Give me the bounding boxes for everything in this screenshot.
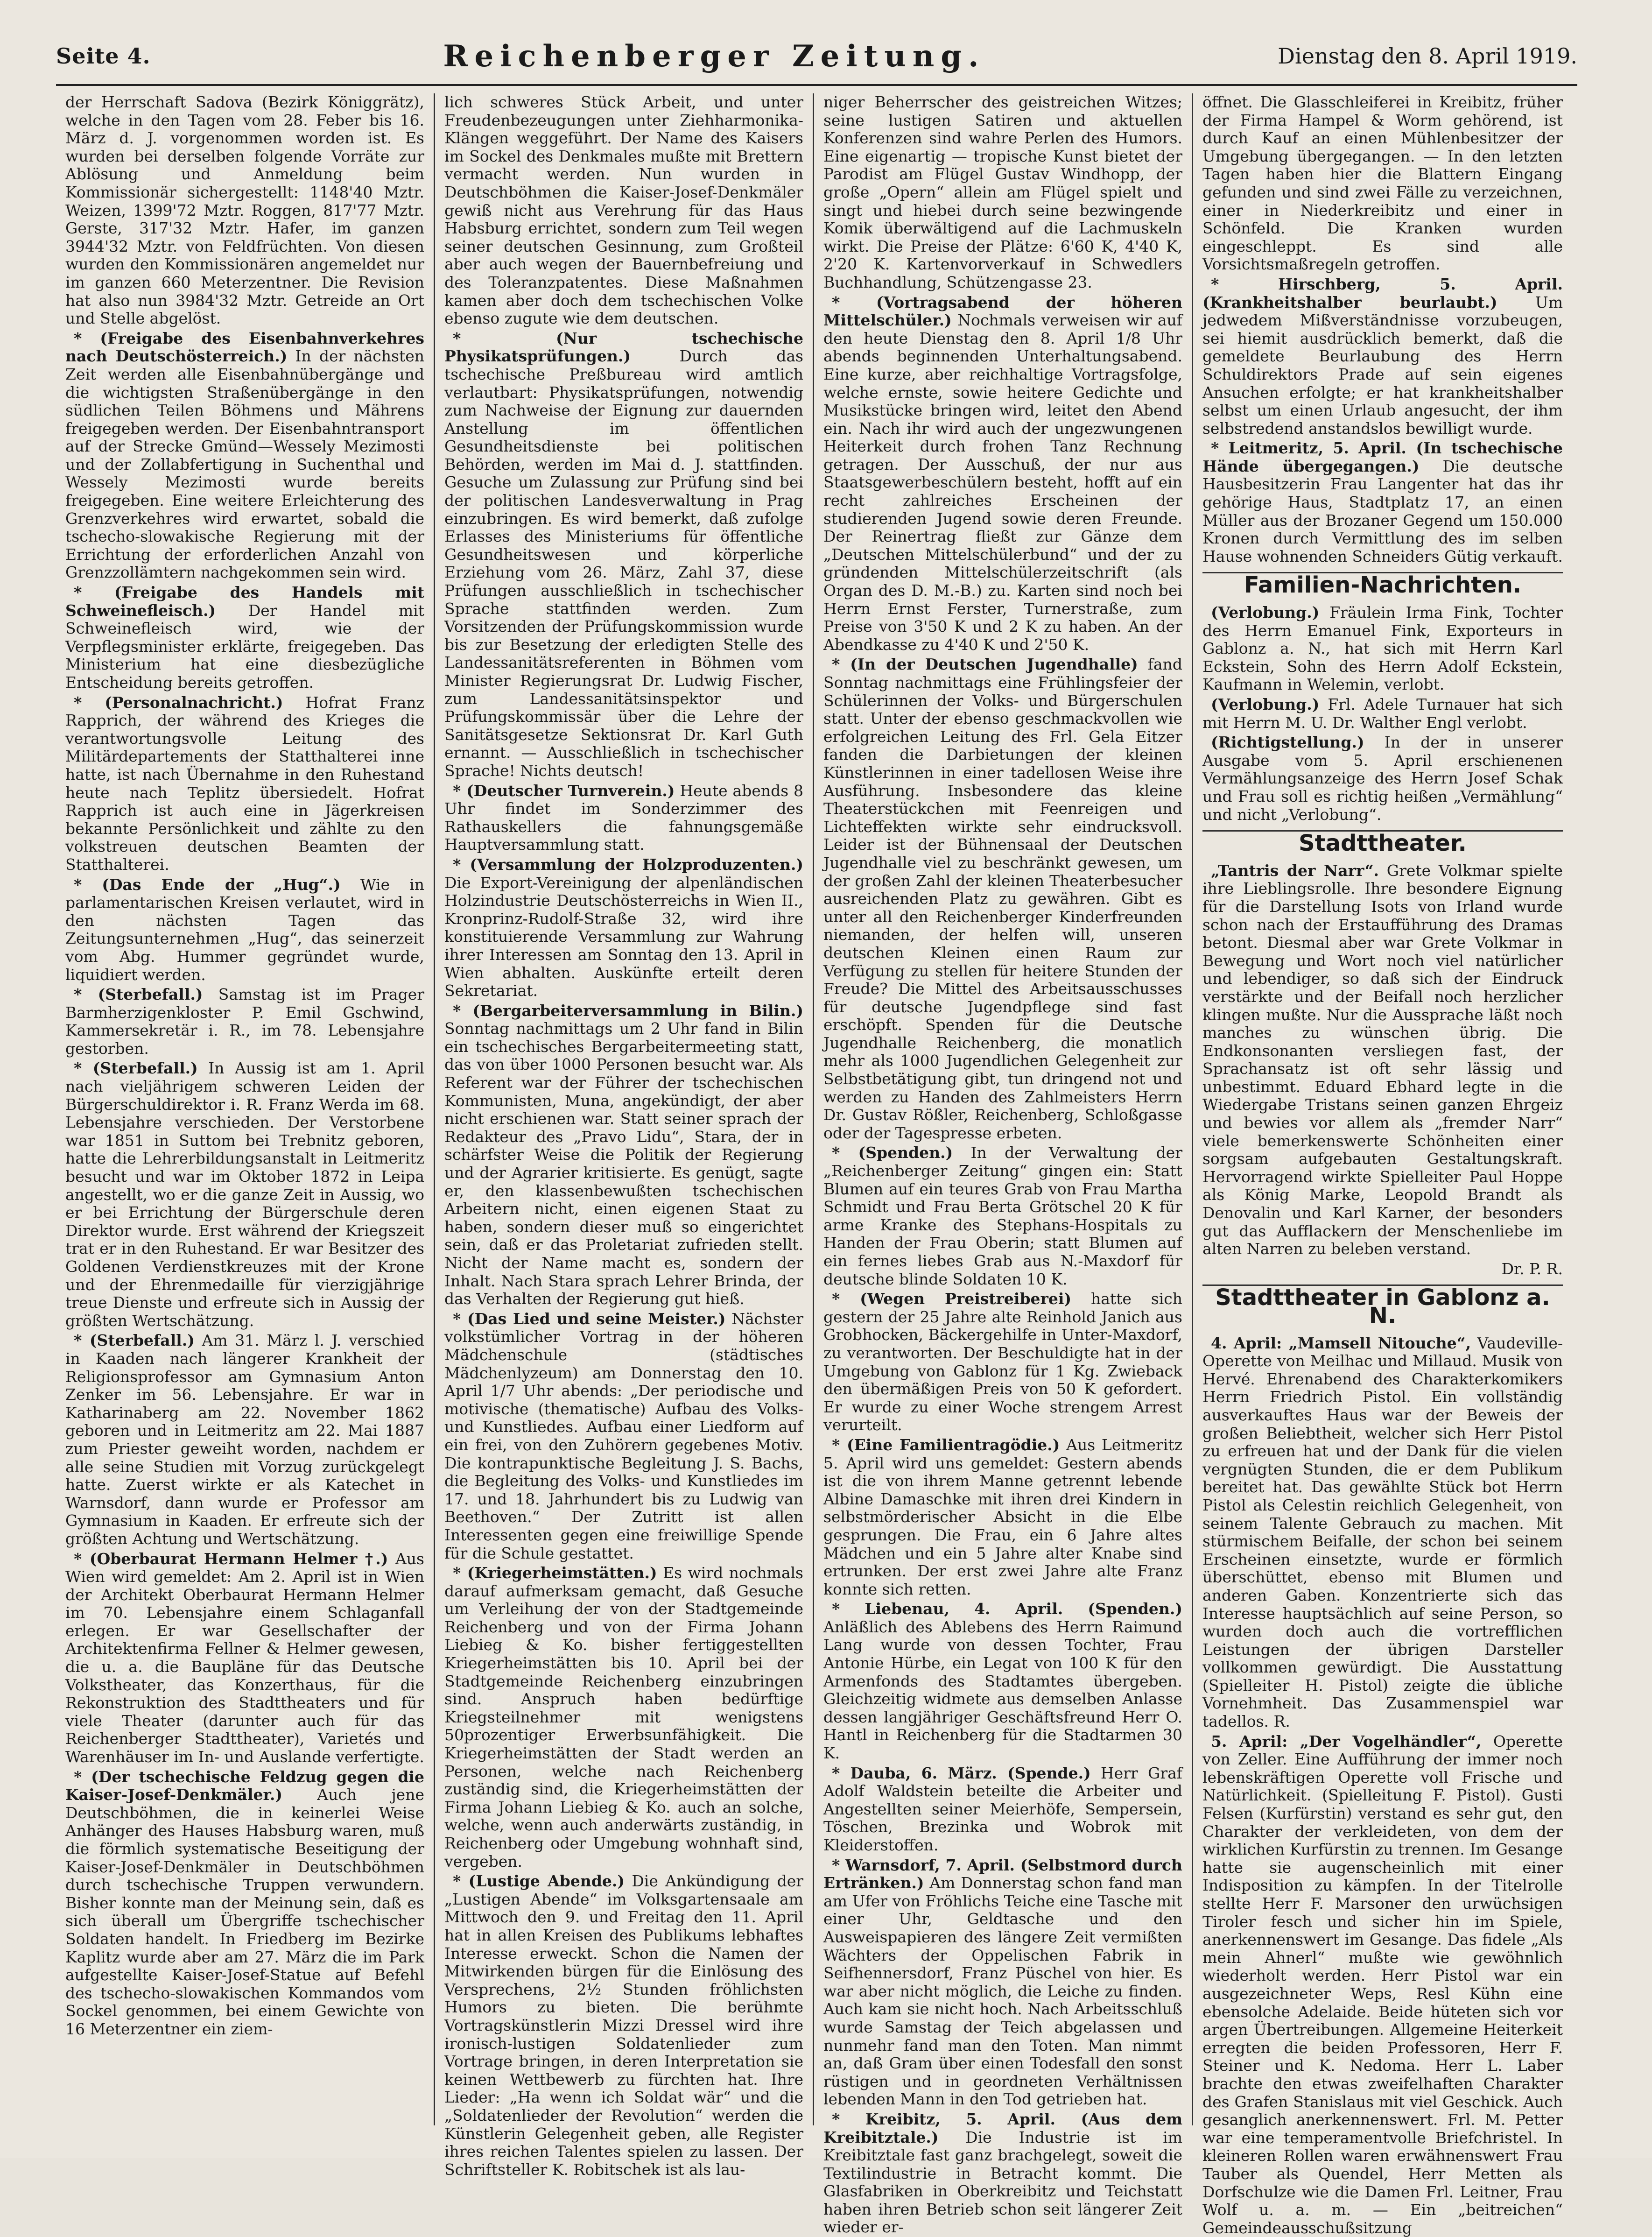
news-item xyxy=(1202,1733,1563,2237)
news-item xyxy=(823,2110,1182,2237)
news-item-heading: * (Nur tschechische Physikatsprüfungen.) xyxy=(444,329,803,366)
news-item-body: der Herrschaft Sadova (Bezirk Königgrätz), welche in den Tagen vom 28. Feber bis 16. März d. J. vorgenommen worden ist. Es wurden bei derselben folgende Vorräte zur Ablösung und Anmeldung beim Kommissionär sichergestellt: 1148'40 Mztr. Weizen, 1399'72 Mztr. Roggen, 817'77 Mztr. Gerste, 317'32 Mztr. Hafer, im ganzen 3944'32 Mztr. von Feldfrüchten. Von diesen wurden den Kommissionären angemeldet nur im ganzen 660 Meterzentner. Die Revision hat also nun 3984'32 Mztr. Getreide an Ort und Stelle abgelöst. xyxy=(65,93,424,328)
news-item-body: Heute abends 8 Uhr findet im Sonderzimmer des Rathauskellers die fahnungsgemäße Hauptversammlung statt. xyxy=(444,781,804,854)
news-item-body: Die deutsche Hausbesitzerin Frau Langenter hat das ihr gehörige Haus, Stadtplatz 17, an einen Müller aus der Brozaner Gegend um 150.000 Kronen durch Vermittlung des im selben Hause wohnenden Schneiders Gütig verkauft. xyxy=(1202,457,1563,565)
news-item-body: Es wird nochmals darauf aufmerksam gemacht, daß Gesuche um Verleihung der von der Stadtgemeinde Reichenberg und von der Firma Johann Liebieg & Ko. bisher fertiggestellten Kriegerheimstätten bis 10. April bei der Stadtgemeinde Reichenberg einzubringen sind. Anspruch haben bedürftige Kriegsteilnehmer mit wenigstens 50prozentiger Erwerbsunfähigkeit. Die Kriegerheimstätten der Stadt werden an Personen, welche nach Reichenberg zuständig sind, die Kriegerheimstätten der Firma Johann Liebieg & Ko. auch an solche, welche, wenn auch anderwärts zuständig, in Reichenberg oder Umgebung wohnhaft sind, vergeben. xyxy=(444,1564,803,1870)
news-item-heading: * Warnsdorf, 7. April. (Selbstmord durch Ertränken.) xyxy=(823,1856,1182,1892)
news-item-heading: 5. April: „Der Vogelhändler“, xyxy=(1211,1732,1482,1750)
news-item xyxy=(444,1564,803,1870)
column-2 xyxy=(435,93,814,2179)
news-item-body: Um jedwedem Mißverständnisse vorzubeugen, sei hiemit ausdrücklich bemerkt, daß die gemeldete Beurlaubung des Herrn Schuldirektors Prade auf sein eigenes Ansuchen erfolgte; er hat krankheitshalber selbst um einen Urlaub angesucht, der ihm selbstredend anstandslos bewilligt wurde. xyxy=(1202,293,1563,438)
news-item xyxy=(1202,862,1563,1258)
news-item-body: fand Sonntag nachmittags eine Frühlingsfeier der Schülerinnen der Volks- und Bürgerschulen statt. Unter der ebenso geschmackvollen wie erfolgreichen Leitung des Frl. Gela Eitzer fanden die Darbietungen der kleinen Künstlerinnen in einer tadellosen Weise ihre Ausführung. Insbesondere das kleine Theaterstückchen mit Feenreigen und Lichteffekten wirkte sehr eindrucksvoll. Leider ist der Bühnensaal der Deutschen Jugendhalle viel zu beschränkt gewesen, um der großen Zahl der kleinen Theaterbesucher ausreichenden Platz zu gewähren. Gibt es unter all den Reichenberger Kinderfreunden niemanden, der helfen will, unseren deutschen Kleinen einen Raum zur Verfügung zu stellen für heitere Stunden der Freude? Die Mittel des Arbeitsausschusses für deutsche Jugendpflege sind fast erschöpft. Spenden für die Deutsche Jugendhalle Reichenberg, die monatlich mehr als 1000 Jugendlichen Gelegenheit zur Selbstbetätigung gibt, tun dringend not und werden zu Handen des Zahlmeisters Herrn Dr. Gustav Rößler, Reichenberg, Schloßgasse oder der Tagespresse erbeten. xyxy=(823,655,1182,1142)
news-item xyxy=(444,782,803,854)
news-item-body: Samstag ist im Prager Barmherzigenkloster P. Emil Gschwind, Kammersekretär i. R., im 78. Lebensjahre gestorben. xyxy=(65,985,424,1058)
section-heading: Stadttheater. xyxy=(1202,830,1563,855)
news-item xyxy=(444,93,803,328)
column-1 xyxy=(56,93,435,2125)
news-item-body: In der nächsten Zeit werden alle Eisenbahnübergänge und die wichtigsten Straßenübergänge in den südlichen Teilen Böhmens und Mährens freigegeben werden. Der Eisenbahntransport auf der Strecke Gmünd—Wessely Mezimosti und der Zollabfertigung in Suchenthal und Wessely Mezimosti wurde bereits freigegeben. Eine weitere Erleichterung des Grenzverkehres wird erwartet, sobald die tschecho-slowakische Regierung mit der Errichtung der erforderlichen Anzahl von Grenzzollämtern nachgekommen sein wird. xyxy=(65,347,424,582)
news-item xyxy=(823,294,1182,654)
news-item xyxy=(65,1059,424,1330)
news-item-body: hatte sich gestern der 25 Jahre alte Reinhold Janich aus Grobhocken, Bäckergehilfe in Unter-Maxdorf, zu verantworten. Der Beschuldigte hat in der Umgebung von Gablonz für 1 Kg. Zwieback den übermäßigen Preis von 50 K gefordert. Er wurde zu einer Woche strengem Arrest verurteilt. xyxy=(823,1290,1182,1434)
news-item-body: Wie in parlamentarischen Kreisen verlautet, wird in den nächsten Tagen das Zeitungsunternehmen „Hug“, das seinerzeit vom Abg. Hummer gegründet wurde, liquidiert werden. xyxy=(65,875,424,984)
column-3 xyxy=(814,93,1193,2237)
news-item-body: In der Verwaltung der „Reichenberger Zeitung“ gingen ein: Statt Blumen auf ein teures Grab von Frau Martha Schmidt und Frau Berta Grötschel 20 K für arme Kranke des Stephans-Hospitals zu Handen der Frau Oberin; statt Blumen auf ein fernes liebes Grab aus N.-Maxdorf für deutsche blinde Soldaten 10 K. xyxy=(823,1143,1182,1288)
news-item-body: Durch das tschechische Preßbureau wird amtlich verlautbart: Physikatsprüfungen, notwendig zum Nachweise der Eignung zur dauernden Anstellung im öffentlichen Gesundheitsdienste bei politischen Behörden, werden im Mai d. J. stattfinden. Gesuche um Zulassung zur Prüfung sind bei der politischen Landesverwaltung in Prag einzubringen. Es wird bemerkt, daß zufolge Erlasses des Ministeriums für öffentliche Gesundheitswesen und körperliche Erziehung vom 26. März, Zahl 37, diese Prüfungen ausschließlich in tschechischer Sprache stattfinden werden. Zum Vorsitzenden der Prüfungskommission wurde bis zur Besetzung der erledigten Stelle des Landessanitätsreferenten in Böhmen vom Minister Regierungsrat Dr. Ludwig Fischer, zum Landessanitätsinspektor und Prüfungskommissär über die Lehre der Sanitätsgesetze Sektionsrat Dr. Karl Guth ernannt. — Ausschließlich in tschechischer Sprache! Nichts deutsch! xyxy=(444,347,803,780)
news-item-heading: * Dauba, 6. März. (Spende.) xyxy=(832,1764,1091,1782)
news-item xyxy=(65,330,424,582)
news-item-body: öffnet. Die Glasschleiferei in Kreibitz, früher der Firma Hampel & Worm gehörend, ist durch Kauf an einen Mühlenbesitzer der Umgebung übergegangen. — In den letzten Tagen haben hier die Blattern Eingang gefunden und sind zwei Fälle zu verzeichnen, einer in Niederkreibitz und einer in Schönfeld. Die Kranken wurden eingeschleppt. Es sind alle Vorsichtsmaßregeln getroffen. xyxy=(1202,93,1563,274)
news-item xyxy=(1202,275,1563,438)
section-heading: Familien-Nachrichten. xyxy=(1202,572,1563,597)
news-item-heading: * Kreibitz, 5. April. (Aus dem Kreibitztale.) xyxy=(823,2110,1182,2146)
news-item-heading: * (Oberbaurat Hermann Helmer †.) xyxy=(74,1549,388,1568)
news-item xyxy=(823,656,1182,1142)
news-item-body: Grete Volkmar spielte ihre Lieblingsrolle. Ihre besondere Eignung für die Darstellung Isots von Irland wurde schon nach der Erstaufführung des Dramas betont. Diesmal aber war Grete Volkmar in Bewegung und Wort noch viel natürlicher und lebendiger, so daß sich der Eindruck verstärkte und der Beifall noch herzlicher klingen mußte. Nur die Aussprache läßt noch manches zu wünschen übrig. Die Endkonsonanten versliegen fast, der Sprachansatz ist oft sehr lässig und unbestimmt. Eduard Ebhard legte in die Wiedergabe Tristans seinen ganzen Ehrgeiz und bewies vor allem als „fremder Narr“ viele bemerkenswerte Schönheiten einer sorgsam aufgebauten Gestaltungskraft. Hervorragend wirkte Spielleiter Paul Hoppe als König Marke, Leopold Brandt als Denovalin und Karl Karner, der besonders gut das Aufflackern der Menschenliebe im alten Narren zu beleben verstand. xyxy=(1202,861,1563,1258)
news-item xyxy=(823,1144,1182,1288)
news-item-heading: * (Freigabe des Eisenbahnverkehres nach Deutschösterreich.) xyxy=(65,329,424,366)
news-item xyxy=(823,1600,1182,1762)
news-item-body: Am 31. März l. J. verschied in Kaaden nach längerer Krankheit der Religionsprofessor am Gymnasium Anton Zenker im 56. Lebensjahre. Er war in Katharinaberg am 22. November 1862 geboren und in Leitmeritz am 22. Mai 1887 zum Priester geweiht worden, nachdem er alle seine Studien mit Vorzug zurückgelegt hatte. Zuerst wirkte er als Katechet in Warnsdorf, dann wurde er Professor am Gymnasium in Kaaden. Er erfreute sich der größten Achtung und Wertschätzung. xyxy=(65,1331,424,1548)
news-item xyxy=(444,330,803,780)
news-item-body: Nächster volkstümlicher Vortrag in der höheren Mädchenschule (städtisches Mädchenlyzeum) am Donnerstag den 10. April 1/7 Uhr abends: „Der periodische und motivische (thematische) Aufbau des Volks- und Kunstliedes. Aufbau einer Liedform auf ein frei, von den Zuhörern gegebenes Motiv. Die kontrapunktische Begleitung J. S. Bachs, die Begleitung des Volks- und Kunstliedes im 17. und 18. Jahrhundert bis zu Ludwig van Beethoven.“ Der Zutritt ist allen Interessenten gegen eine freiwillige Spende für die Schule gestattet. xyxy=(444,1309,803,1562)
news-item-heading: * (Das Ende der „Hug“.) xyxy=(74,875,341,894)
news-item xyxy=(823,1856,1182,2109)
news-item-heading: * (Versammlung der Holzproduzenten.) xyxy=(453,855,803,874)
news-item-heading: * (Sterbefall.) xyxy=(74,985,203,1004)
news-item xyxy=(444,1310,803,1562)
news-item-heading: * (Das Lied und seine Meister.) xyxy=(453,1309,726,1328)
news-item-body: Aus Leitmeritz 5. April wird uns gemeldet: Gestern abends ist die von ihrem Manne getrennt lebende Albine Damaschke mit ihren drei Kindern in selbstmörderischer Absicht in die Elbe gesprungen. Die Frau, ein 6 Jahre altes Mädchen und ein 5 Jahre alter Knabe sind ertrunken. Der erst zwei Jahre alte Franz konnte sich retten. xyxy=(823,1435,1182,1598)
news-item-body: lich schweres Stück Arbeit, und unter Freudenbezeugungen unter Ziehharmonika-Klängen weggeführt. Der Name des Kaisers im Sockel des Denkmales mußte mit Brettern vermacht werden. Nun wurden in Deutschböhmen die Kaiser-Josef-Denkmäler gewiß nicht aus Verehrung für das Haus Habsburg errichtet, sondern zum Teil wegen seiner deutschen Gesinnung, zum Großteil aber auch wegen der Bauernbefreiung und des Toleranzpatentes. Diese Maßnahmen kamen aber doch dem tschechischen Volke ebenso zugute wie dem deutschen. xyxy=(444,93,803,328)
news-item-body: Herr Graf Adolf Waldstein beteilte die Arbeiter und Angestellten seiner Meierhöfe, Sempersein, Töschen, Brezinka und Wobrok mit Kleiderstoffen. xyxy=(823,1764,1182,1854)
news-item-body: Am Donnerstag schon fand man am Ufer von Fröhlichs Teiche eine Tasche mit einer Uhr, Geldtasche und den Ausweispapieren des längere Zeit vermißten Wächters der Oppelischen Fabrik in Seifhennersdorf, Franz Püschel von hier. Es war aber nicht möglich, die Leiche zu finden. Auch kam sie nicht hoch. Nach Arbeitsschluß wurde Samstag der Teich abgelassen und nunmehr fand man den Toten. Man nimmt an, daß Gram über einen Todesfall den sonst rüstigen und in geordneten Verhältnissen lebenden Mann in den Tod getrieben hat. xyxy=(823,1874,1182,2109)
page-number: Seite 4. xyxy=(56,43,151,69)
news-item-body: Sonntag nachmittags um 2 Uhr fand in Bilin ein tschechisches Bergarbeitermeeting statt, das von über 1000 Personen besucht war. Als Referent war der Führer der tschechischen Kommunisten, Muna, angekündigt, der aber nicht erschienen war. Statt seiner sprach der Redakteur des „Pravo Lidu“, Stara, der in schärfster Weise die Politik der Regierung und der Agrarier kritisierte. Es genügt, sagte er, den klassenbewußten tschechischen Arbeitern nicht, einen eigenen Staat zu haben, sondern dieser muß so eingerichtet sein, daß er das Proletariat zufrieden stellt. Nicht der Name macht es, sondern der Inhalt. Nach Stara sprach Lehrer Brinda, der das Verhalten der Regierung gut hieß. xyxy=(444,1019,803,1308)
news-item-body: Die Industrie ist im Kreibitztale fast ganz brachgelegt, soweit die Textilindustrie in Betracht kommt. Die Glasfabriken in Oberkreibitz und Teichstatt haben ihren Betrieb schon seit längerer Zeit wieder er- xyxy=(823,2128,1182,2237)
news-item-heading: * (Deutscher Turnverein.) xyxy=(453,781,675,800)
news-item xyxy=(65,986,424,1058)
news-item-heading: * (Freigabe des Handels mit Schweinefleisch.) xyxy=(65,583,424,620)
news-item xyxy=(444,1872,803,2179)
news-item xyxy=(823,1436,1182,1598)
news-item-heading: * (Personalnachricht.) xyxy=(74,693,283,712)
news-item-body: Der Handel mit Schweinefleisch wird, wie der Verpflegsminister erklärte, freigegeben. Das Ministerium hat eine diesbezügliche Entscheidung bereits getroffen. xyxy=(65,601,425,692)
news-item-heading: * Leitmeritz, 5. April. (In tschechische Hände übergegangen.) xyxy=(1202,439,1563,475)
column-4 xyxy=(1193,93,1572,2237)
newspaper-title: Reichenberger Zeitung. xyxy=(443,38,985,74)
news-item xyxy=(823,1290,1182,1434)
news-item-body: Die Ankündigung der „Lustigen Abende“ im Volksgartensaale am Mittwoch den 9. und Freitag den 11. April hat in allen Kreisen des Publikums lebhaftes Interesse erweckt. Schon die Namen der Mitwirkenden bürgen für die Einlösung des Versprechens, 2½ Stunden fröhlichsten Humors zu bieten. Die berühmte Vortragskünstlerin Mizzi Dressel wird ihre ironisch-lustigen Soldatenlieder zum Vortrage bringen, in deren Interpretation sie keinen Wettbewerb zu fürchten hat. Ihre Lieder: „Ha wenn ich Soldat wär“ und die „Soldatenlieder der Revolution“ werden die Künstlerin Gelegenheit geben, alle Register ihres reichen Talentes spielen zu lassen. Der Schriftsteller K. Robitschek ist als lau- xyxy=(444,1872,803,2179)
news-item-body: Die Export-Vereinigung der alpenländischen Holzindustrie Deutschösterreichs in Wien II., Kronprinz-Rudolf-Straße 32, wird ihre konstituierende Versammlung zur Wahrung ihrer Interessen am Sonntag den 13. April in Wien abhalten. Auskünfte erteilt deren Sekretariat. xyxy=(444,873,803,1000)
masthead xyxy=(56,28,1577,86)
news-item-heading: 4. April: „Mamsell Nitouche“, xyxy=(1211,1334,1471,1352)
news-item-body: Frl. Adele Turnauer hat sich mit Herrn M. U. Dr. Walther Engl verlobt. xyxy=(1202,695,1563,732)
news-item xyxy=(65,584,424,692)
news-item-heading: * (In der Deutschen Jugendhalle) xyxy=(832,655,1138,674)
news-item-body: Hofrat Franz Rapprich, der während des Krieges die verantwortungsvolle Leitung des Militärdepartements der Statthalterei inne hatte, ist nach Übernahme in den Ruhestand heute nach Teplitz übersiedelt. Hofrat Rapprich ist auch eine in Jägerkreisen bekannte Persönlichkeit und zählte zu den volkstreuen deutschen Beamten der Statthalterei. xyxy=(65,693,424,874)
news-item-heading: * (Spenden.) xyxy=(832,1143,953,1162)
news-item-heading: * (Vortragsabend der höheren Mittelschüler.) xyxy=(823,293,1182,330)
news-item-body: Anläßlich des Ablebens des Herrn Raimund Lang wurde von dessen Tochter, Frau Antonie Hürbe, ein Legat von 100 K für den Armenfonds des Stadtamtes übergeben. Gleichzeitig widmete aus demselben Anlasse dessen langjähriger Geschäftsfreund Herr O. Hantl in Reichenberg für die Stadtarmen 30 K. xyxy=(823,1617,1182,1763)
news-item xyxy=(65,694,424,874)
news-item-body: niger Beherrscher des geistreichen Witzes; seine lustigen Satiren und aktuellen Konferenzen sind wahre Perlen des Humors. Eine eigenartig — tropische Kunst bietet der Parodist am Flügel Gustav Windhopp, der große „Opern“ allein am Flügel spielt und singt und hiebei durch seine bezwingende Komik überwältigend auf die Lachmuskeln wirkt. Die Preise der Plätze: 6'60 K, 4'40 K, 2'20 K. Kartenvorverkauf in Schwedlers Buchhandlung, Schützengasse 23. xyxy=(823,93,1182,291)
news-item xyxy=(1202,1334,1563,1731)
news-item-body: In der in unserer Ausgabe vom 5. April erschienenen Vermählungsanzeige des Herrn Josef Schak und Frau soll es richtig heißen „Vermählung“ und nicht „Verlobung“. xyxy=(1202,733,1563,824)
news-item xyxy=(823,93,1182,292)
news-item-heading: * (Sterbefall.) xyxy=(74,1331,195,1350)
news-item xyxy=(1202,439,1563,565)
news-item-heading: * (Wegen Preistreiberei) xyxy=(832,1290,1072,1308)
news-item-heading: * (Sterbefall.) xyxy=(74,1059,198,1078)
news-item xyxy=(444,856,803,1000)
news-item xyxy=(65,1550,424,1766)
news-item xyxy=(1202,696,1563,732)
news-item xyxy=(444,1002,803,1308)
news-item-heading: * (Kriegerheimstätten.) xyxy=(453,1564,657,1582)
news-item-heading: (Richtigstellung.) xyxy=(1211,733,1364,752)
news-item-heading: * Hirschberg, 5. April. (Krankheitshalber beurlaubt.) xyxy=(1202,275,1563,311)
news-item xyxy=(65,93,424,328)
news-item-heading: (Verlobung.) xyxy=(1211,695,1320,713)
news-item-heading: (Verlobung.) xyxy=(1211,603,1320,622)
news-item-body: Operette von Zeller. Eine Aufführung der immer noch lebenskräftigen Operette voll Frische und Natürlichkeit. (Spielleitung F. Pistol). Gusti Felsen (Kurfürstin) verstand es sehr gut, den Charakter der verkleideten, von dem der wirklichen Kurfürstin zu trennen. Im Gesange hatte sie augenscheinlich mit einer Indisposition zu kämpfen. In der Titelrolle stellte Herr F. Marsoner den urwüchsigen Tiroler fesch und sicher hin im Spiele, anerkennenswert im Gesange. Das fidele „Als mein Ahnerl“ mußte wie gewöhnlich wiederholt werden. Herr Pistol war ein ausgezeichneter Weps, Resl Kühn eine ebensolche Adelaide. Beide hüteten sich vor argen Übertreibungen. Allgemeine Heiterkeit erregten die beiden Professoren, Herr F. Steiner und K. Nedoma. Herr L. Laber brachte den etwas zweifelhaften Charakter des Grafen Stanislaus mit viel Geschick. Auch gesanglich anerkennenswert. Frl. M. Petter war eine temperamentvolle Briefchristel. In kleineren Rollen waren erwähnenswert Frau Tauber als Quendel, Herr Metten als Dorfschulze wie die Damen Frl. Leitner, Frau Wolf u. a. m. — Ein „beitreichen“ Gemeindeausschußsitzung xyxy=(1202,1732,1563,2237)
author-signature: Dr. P. R. xyxy=(1501,1259,1563,1278)
news-item-heading: * (Lustige Abende.) xyxy=(453,1872,625,1891)
news-item-body: Aus Wien wird gemeldet: Am 2. April ist in Wien der Architekt Oberbaurat Hermann Helmer im 70. Lebensjahre einem Schlaganfall erlegen. Er war Gesellschafter der Architektenfirma Fellner & Helmer gewesen, die u. a. die Baupläne für das Deutsche Volkstheater, das Konzerthaus, für die Rekonstruktion des Stadttheaters und für viele Theater (darunter auch für das Reichenberger Stadttheater), Varietés und Warenhäuser im In- und Auslande verfertigte. xyxy=(65,1549,424,1766)
news-item xyxy=(65,876,424,984)
issue-date: Dienstag den 8. April 1919. xyxy=(1278,43,1577,69)
news-item xyxy=(65,1768,424,2039)
news-item-body: Auch jene Deutschböhmen, die in keinerlei Weise Anhänger des Hauses Habsburg waren, muß die förmlich systematische Beseitigung der Kaiser-Josef-Denkmäler in Deutschböhmen durch tschechische Truppen verwundern. Bisher konnte man der Meinung sein, daß es sich überall um Übergriffe tschechischer Soldaten handelt. In Friedberg im Bezirke Kaplitz wurde aber am 27. März die im Park aufgestellte Kaiser-Josef-Statue auf Befehl des tschecho-slowakischen Kommandos vom Sockel genommen, bei einem Gewichte von 16 Meterzentner ein ziem- xyxy=(65,1785,424,2038)
news-item-body: Nochmals verweisen wir auf den heute Dienstag den 8. April 1/8 Uhr abends beginnenden Unterhaltungsabend. Eine kurze, aber reichhaltige Vortragsfolge, welche ernste, sowie heitere Gedichte und Musikstücke bringen wird, leitet den Abend ein. Nach ihr wird auch der ungezwungenen Heiterkeit durch frohen Tanz Rechnung getragen. Der Ausschuß, der nur aus Staatsgewerbeschülern besteht, hofft auf ein recht zahlreiches Erscheinen der studierenden Jugend sowie deren Freunde. Der Reinertrag fließt zur Gänze dem „Deutschen Mittelschülerbund“ und der zu gründenden Mittelschülerzeitschrift (als Organ des D. M.-B.) zu. Karten sind noch bei Herrn Ernst Ferster, Turnerstraße, zum Preise von 3'50 K und 2 K zu haben. An der Abendkasse zu 4'40 K und 2'50 K. xyxy=(823,311,1182,654)
news-item xyxy=(1202,734,1563,824)
news-item xyxy=(1202,93,1563,274)
section-heading: Stadttheater in Gablonz a. N. xyxy=(1202,1284,1563,1327)
news-item-heading: * (Eine Familientragödie.) xyxy=(832,1435,1060,1454)
news-item-body: In Aussig ist am 1. April nach vieljährigem schweren Leiden der Bürgerschuldirektor i. R. Franz Werda im 68. Lebensjahre verschieden. Der Verstorbene war 1851 in Suttom bei Trebnitz geboren, hatte die Lehrerbildungsanstalt in Leitmeritz besucht und war im Oktober 1872 in Leipa angestellt, wo er die ganze Zeit in Aussig, wo er bei Errichtung der Bürgerschule deren Direktor wurde. Erst während der Kriegszeit trat er in den Ruhestand. Er war Besitzer des Goldenen Verdienstkreuzes mit der Krone und der Ehrenmedaille für vierzigjährige treue Dienste und erfreute sich in Aussig der größten Wertschätzung. xyxy=(65,1059,424,1330)
news-item xyxy=(65,1332,424,1548)
news-item-body: Vaudeville-Operette von Meilhac und Millaud. Musik von Hervé. Ehrenabend des Charakterkomikers Herrn Friedrich Pistol. Ein vollständig ausverkauftes Haus war der Beweis der großen Beliebtheit, welcher sich Herr Pistol zu erfreuen hat und der Dank für die vielen vergnügten Stunden, die er dem Publikum bereitet hat. Das gewählte Stück bot Herrn Pistol als Celestin reichlich Gelegenheit, von seinem Talente Gebrauch zu machen. Mit stürmischem Beifalle, der schon bei seinem Erscheinen einsetzte, wurde er förmlich überschüttet, ebenso mit Blumen und anderen Gaben. Konzentrierte sich das Interesse hauptsächlich auf seine Person, so wurden doch auch die vortrefflichen Leistungen der übrigen Darsteller vollkommen gewürdigt. Die Ausstattung (Spielleiter H. Pistol) zeigte die übliche Vornehmheit. Das Zusammenspiel war tadellos. R. xyxy=(1202,1334,1563,1731)
news-item-heading: * (Bergarbeiterversammlung in Bilin.) xyxy=(453,1001,803,1020)
article-columns xyxy=(56,93,1582,2237)
news-item-heading: * (Der tschechische Feldzug gegen die Kaiser-Josef-Denkmäler.) xyxy=(65,1767,424,1804)
news-item-body: Fräulein Irma Fink, Tochter des Herrn Emanuel Fink, Exporteurs in Gablonz a. N., hat sich mit Herrn Karl Eckstein, Sohn des Herrn Adolf Eckstein, Kaufmann in Welemin, verlobt. xyxy=(1202,603,1563,694)
news-item xyxy=(823,1764,1182,1855)
news-item xyxy=(1202,604,1563,694)
news-item-heading: „Tantris der Narr“. xyxy=(1211,861,1379,880)
news-item-heading: * Liebenau, 4. April. (Spenden.) xyxy=(832,1600,1182,1618)
